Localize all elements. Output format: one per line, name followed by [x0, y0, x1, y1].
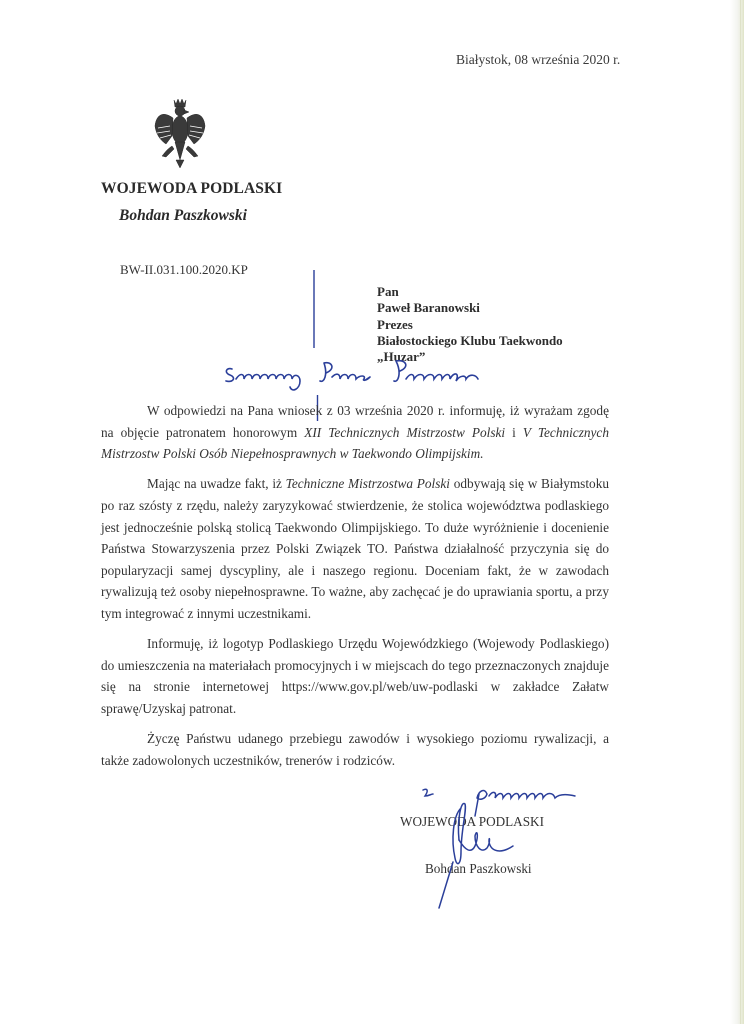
- paragraph-text: Życzę Państwu udanego przebiegu zawodów i wysokiego poziomu rywalizacji, a także zadowolonych uczestników, trenerów i rodziców.: [101, 731, 609, 768]
- handwritten-stroke: [313, 270, 315, 348]
- paragraph-text: i: [505, 424, 523, 440]
- handwritten-salutation: [220, 355, 520, 395]
- paragraph-text: W odpowiedzi na Pana wniosek z 03 września 2020 r. informuję, iż wyrażam zgodę na objęcie patronatem honorowym: [101, 403, 609, 440]
- recipient-line: Paweł Baranowski: [377, 300, 480, 316]
- recipient-line: Pan: [377, 284, 399, 299]
- sender-title: WOJEWODA PODLASKI: [101, 180, 283, 197]
- recipient-line: Prezes: [377, 316, 413, 332]
- scan-edge-line: [740, 0, 741, 1024]
- letter-body: [101, 400, 609, 780]
- paragraph-3: [101, 633, 609, 719]
- paragraph-text: Informuję, iż logotyp Podlaskiego Urzędu Wojewódzkiego (Wojewody Podlaskiego) do umieszczenia na materiałach promocyjnych i w miejscach do tego przeznaczonych znajduje się na stronie internetowej https://www.gov.pl/web/uw-podlaski w zakładce Załatw sprawę/Uzyskaj patronat.: [101, 636, 609, 716]
- paragraph-4: [101, 728, 609, 771]
- paragraph-text: Mając na uwadze fakt, iż: [147, 476, 286, 492]
- recipient-line: Białostockiego Klubu Taekwondo: [377, 332, 563, 348]
- paragraph-italic-text: V Technicznych Mistrzostw Polski Osób Niepełnosprawnych w Taekwondo Olimpijskim.: [101, 424, 609, 462]
- paragraph-italic-text: XII Technicznych Mistrzostw Polski: [304, 424, 506, 440]
- reference-number: BW-II.031.100.2020.KP: [120, 262, 248, 277]
- paragraph-2: [101, 473, 609, 624]
- recipient-address: [377, 284, 563, 365]
- polish-eagle-emblem-icon: [152, 96, 208, 174]
- paragraph-italic-text: Techniczne Mistrzostwa Polski: [285, 476, 451, 492]
- handwritten-signature: [395, 780, 595, 910]
- scan-edge-shadow: [730, 0, 744, 1024]
- paragraph-text: odbywają się w Białymstoku po raz szósty z rzędu, należy zaryzykować stwierdzenie, że stolica województwa podlaskiego jest jednocześnie polską stolicą Taekwondo Olimpijskiego. To duże wyróżnienie i docenienie Państwa Stowarzyszenia przez Polski Związek TO. Państwa działalność przyczynia się do popularyzacji samej dyscypliny, ale i naszego regionu. Doceniam fakt, że w zawodach rywalizują też osoby niepełnosprawne. To ważne, aby zachęcać je do uprawiania sportu, a przy tym integrować z innymi uczestnikami.: [101, 476, 609, 621]
- place-date: Białystok, 08 września 2020 r.: [456, 52, 621, 67]
- paragraph-1: [101, 400, 609, 465]
- signature-title: WOJEWODA PODLASKI: [400, 814, 544, 829]
- signature-name: Bohdan Paszkowski: [425, 861, 532, 876]
- recipient-line: „Huzar”: [377, 349, 426, 365]
- sender-name: Bohdan Paszkowski: [119, 207, 247, 224]
